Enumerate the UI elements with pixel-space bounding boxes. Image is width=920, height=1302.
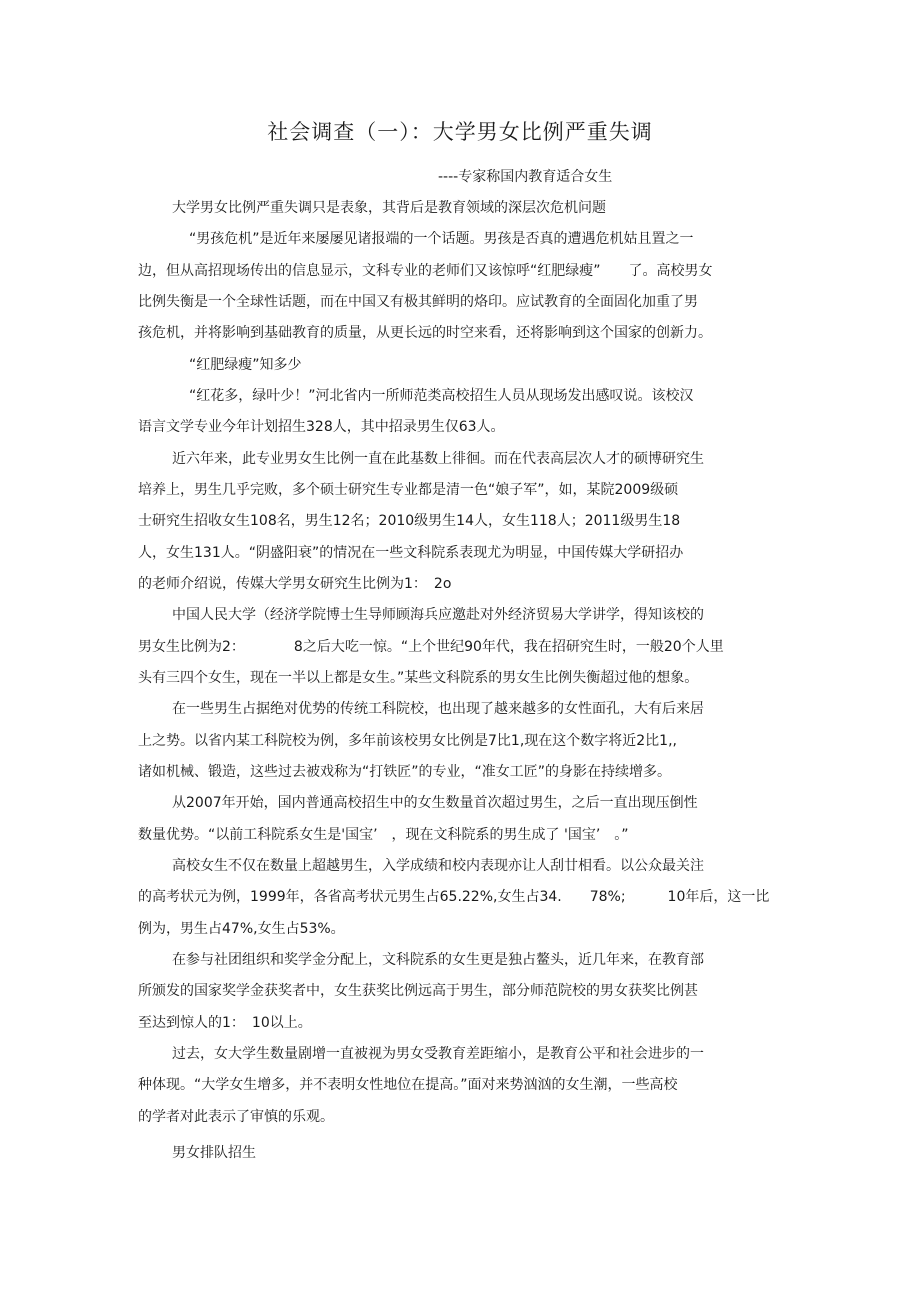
paragraph-line: 近六年来，此专业男女生比例一直在此基数上徘徊。而在代表高层次人才的硕博研究生 [172,451,704,467]
paragraph-line: 比例失衡是一个全球性话题，而在中国又有极其鲜明的烙印。应试教育的全面固化加重了男 [138,294,698,310]
paragraph-line: 大学男女比例严重失调只是表象，其背后是教育领域的深层次危机问题 [172,200,606,216]
paragraph-line: 在参与社团组织和奖学金分配上，文科院系的女生更是独占鳌头，近几年来，在教育部 [172,952,704,968]
paragraph-line: 上之势。以省内某工科院校为例，多年前该校男女比例是7比1,现在这个数字将近2比1,, [138,733,677,749]
document-subtitle: ----专家称国内教育适合女生 [438,169,613,185]
paragraph-line: 的老师介绍说，传媒大学男女研究生比例为1： 2o [138,576,452,592]
section-heading: 男女排队招生 [172,1145,256,1161]
paragraph-line: 诸如机械、锻造，这些过去被戏称为“打铁匠”的专业，“准女工匠”的身影在持续增多。 [138,764,672,780]
paragraph-line: 的学者对此表示了审慎的乐观。 [138,1109,334,1125]
paragraph-line: 的高考状元为例，1999年，各省高考状元男生占65.22%,女生占34. 78%; 10年后，这一比 [138,889,770,905]
paragraph-line: “男孩危机”是近年来屡屡见诸报端的一个话题。男孩是否真的遭遇危机姑且置之一 [189,231,694,247]
paragraph-line: 中国人民大学（经济学院博士生导师顾海兵应邀赴对外经济贸易大学讲学，得知该校的 [172,607,704,623]
section-heading: “红肥绿瘦”知多少 [189,357,302,373]
paragraph-line: 边，但从高招现场传出的信息显示，文科专业的老师们又该惊呼“红肥绿瘦” 了。高校男女 [138,263,713,279]
paragraph-line: 孩危机，并将影响到基础教育的质量，从更长远的时空来看，还将影响到这个国家的创新力。 [138,325,712,341]
paragraph-line: 语言文学专业今年计划招生328人，其中招录男生仅63人。 [138,419,505,435]
paragraph-line: 至达到惊人的1： 10以上。 [138,1015,312,1031]
paragraph-line: 在一些男生占据绝对优势的传统工科院校，也出现了越来越多的女性面孔，大有后来居 [172,701,704,717]
paragraph-line: 高校女生不仅在数量上超越男生，入学成绩和校内表现亦让人刮廿相看。以公众最关注 [172,858,704,874]
paragraph-line: 所颁发的国家奖学金获奖者中，女生获奖比例远高于男生，部分师范院校的男女获奖比例甚 [138,983,698,999]
paragraph-line: 士研究生招收女生108名，男生12名；2010级男生14人，女生118人；2011级男生18 [138,513,681,529]
paragraph-line: 培养上，男生几乎完败，多个硕士研究生专业都是清一色“娘子军”，如，某院2009级硕 [138,482,679,498]
paragraph-line: 头有三四个女生，现在一半以上都是女生。”某些文科院系的男女生比例失衡超过他的想象。 [138,670,699,686]
paragraph-line: 人，女生131人。“阴盛阳衰”的情况在一些文科院系表现尤为明显，中国传媒大学研招办 [138,545,684,561]
paragraph-line: 男女生比例为2： 8之后大吃一惊。“上个世纪90年代，我在招研究生时，一般20个人里 [138,639,724,655]
paragraph-line: 过去，女大学生数量剧增一直被视为男女受教育差距缩小，是教育公平和社会进步的一 [172,1046,704,1062]
paragraph-line: 从2007年开始，国内普通高校招生中的女生数量首次超过男生，之后一直出现压倒性 [172,795,698,811]
paragraph-line: 例为，男生占47%,女生占53%。 [138,921,345,937]
paragraph-line: 数量优势。“以前工科院系女生是'国宝’ ，现在文科院系的男生成了 '国宝’ 。” [138,827,629,843]
paragraph-line: 种体现。“大学女生增多，并不表明女性地位在提高。”面对来势汹汹的女生潮，一些高校 [138,1077,678,1093]
paragraph-line: “红花多，绿叶少！”河北省内一所师范类高校招生人员从现场发出感叹说。该校汉 [189,388,694,404]
document-title: 社会调查（一）：大学男女比例严重失调 [267,120,653,144]
